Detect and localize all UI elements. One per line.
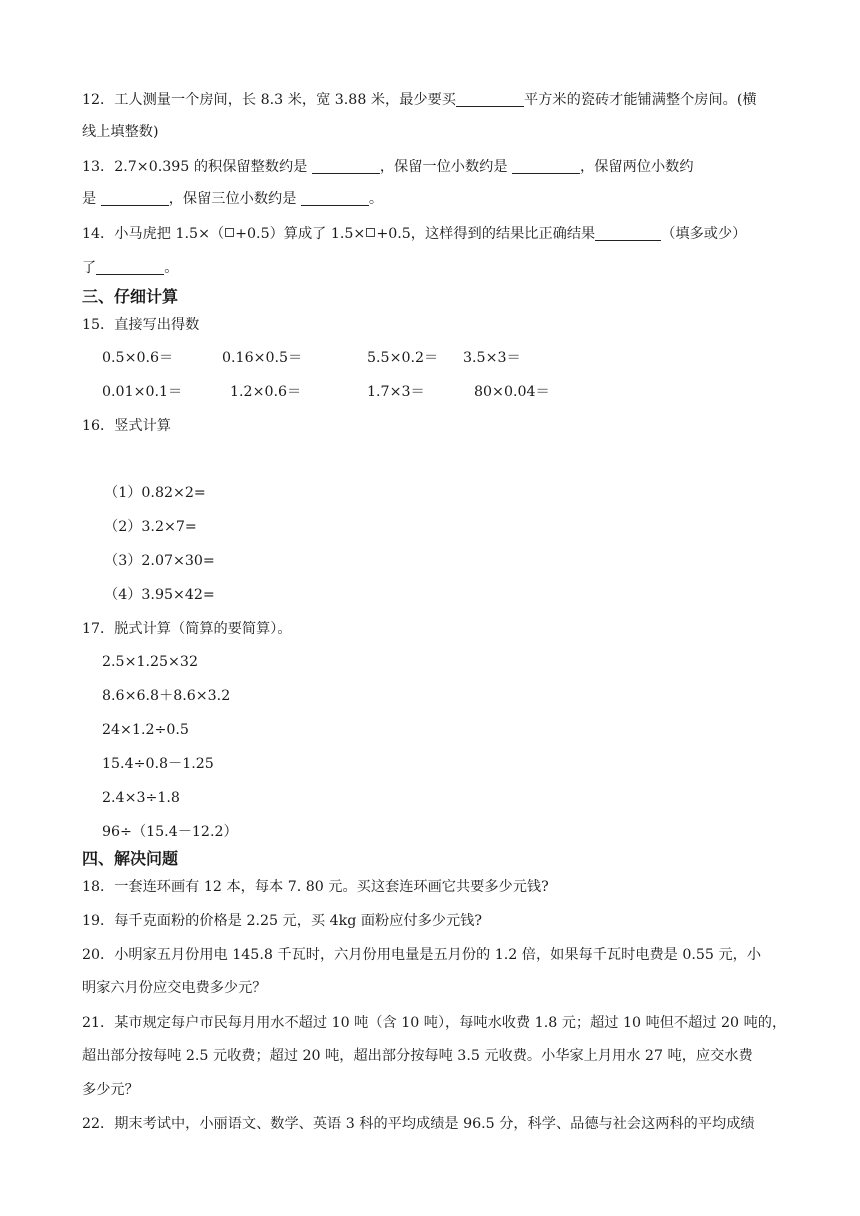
section-3-heading: 三、仔细计算 (82, 287, 179, 306)
box-placeholder-icon (366, 228, 375, 237)
q14-blank-difference[interactable] (96, 258, 164, 275)
q15-row2-item3: 1.7×3＝ (367, 384, 425, 400)
q17-item-6: 96÷（15.4－12.2） (102, 824, 238, 840)
q14-text-b: +0.5）算成了 1.5× (235, 226, 366, 242)
box-placeholder-icon (225, 228, 234, 237)
q14-blank-more-less[interactable] (595, 224, 661, 241)
q13-text-d: 是 (82, 191, 101, 207)
q22-line1: 22．期末考试中，小丽语文、数学、英语 3 科的平均成绩是 96.5 分，科学、品德与社会这两科的平均成绩 (82, 1116, 755, 1132)
q17-item-4: 15.4÷0.8－1.25 (102, 756, 214, 772)
q16-item-3: （3）2.07×30= (104, 553, 215, 569)
q14-text-a: 14．小马虎把 1.5×（ (82, 226, 225, 242)
q20-line2: 明家六月份应交电费多少元？ (82, 980, 267, 996)
q12-text-b: 平方米的瓷砖才能铺满整个房间。(横 (524, 92, 757, 108)
q17-item-2: 8.6×6.8＋8.6×3.2 (102, 688, 231, 704)
q12-answer-blank[interactable] (456, 90, 524, 107)
q15-row2-item1: 0.01×0.1＝ (102, 384, 183, 400)
q14-text-c: +0.5，这样得到的结果比正确结果 (376, 226, 596, 242)
q19-line1: 19．每千克面粉的价格是 2.25 元，买 4kg 面粉应付多少元钱? (82, 913, 482, 929)
q13-text-f: 。 (368, 191, 384, 207)
q15-title: 15．直接写出得数 (82, 317, 200, 333)
q15-row1-item3: 5.5×0.2＝ (367, 350, 439, 366)
q14-line1 (82, 224, 746, 244)
q13-line1 (82, 157, 694, 177)
q12-text-a: 12．工人测量一个房间，长 8.3 米，宽 3.88 米，最少要买 (82, 92, 456, 108)
q16-item-1: （1）0.82×2= (104, 485, 206, 501)
q13-text-b: ，保留一位小数约是 (379, 159, 513, 175)
q17-item-5: 2.4×3÷1.8 (102, 790, 180, 806)
q13-line2 (82, 189, 383, 209)
q13-text-e: ，保留三位小数约是 (168, 191, 301, 207)
q13-blank-integer[interactable] (312, 157, 380, 174)
q15-row1-item4: 3.5×3＝ (463, 350, 521, 366)
q13-blank-three-decimal[interactable] (301, 189, 369, 206)
q15-row1-item2: 0.16×0.5＝ (222, 350, 303, 366)
q18-line1: 18．一套连环画有 12 本，每本 7. 80 元。买这套连环画它共要多少元钱? (82, 879, 549, 895)
q17-item-1: 2.5×1.25×32 (102, 654, 198, 670)
q13-text-c: ，保留两位小数约 (580, 159, 694, 175)
q16-item-2: （2）3.2×7= (104, 519, 197, 535)
q16-item-4: （4）3.95×42= (104, 587, 215, 603)
q20-line1: 20．小明家五月份用电 145.8 千瓦时，六月份用电量是五月份的 1.2 倍，如果每千瓦时电费是 0.55 元，小 (82, 947, 762, 963)
q21-line1: 21．某市规定每户市民每月用水不超过 10 吨（含 10 吨），每吨水收费 1.8 元；超过 10 吨但不超过 20 吨的， (82, 1015, 787, 1031)
q21-line3: 多少元？ (82, 1082, 139, 1098)
q13-blank-two-decimal[interactable] (101, 189, 169, 206)
q13-blank-one-decimal[interactable] (512, 157, 580, 174)
q16-title: 16．竖式计算 (82, 418, 171, 434)
q13-text-a: 13．2.7×0.395 的积保留整数约是 (82, 159, 312, 175)
q14-text-d: （填多或少） (661, 226, 747, 242)
q17-item-3: 24×1.2÷0.5 (102, 722, 189, 738)
q12-line1 (82, 90, 757, 110)
q15-row2-item4: 80×0.04＝ (474, 384, 550, 400)
section-4-heading: 四、解决问题 (82, 849, 179, 868)
q14-text-e: 了 (82, 260, 97, 276)
q21-line2: 超出部分按每吨 2.5 元收费；超过 20 吨，超出部分按每吨 3.5 元收费。小华家上月用水 27 吨，应交水费 (82, 1048, 753, 1064)
q14-text-f: 。 (164, 260, 179, 276)
q17-title: 17．脱式计算（简算的要简算）。 (82, 621, 292, 637)
q15-row1-item1: 0.5×0.6＝ (102, 350, 174, 366)
q12-line2: 线上填整数) (82, 124, 159, 140)
q14-line2 (82, 258, 178, 278)
q15-row2-item2: 1.2×0.6＝ (230, 384, 302, 400)
